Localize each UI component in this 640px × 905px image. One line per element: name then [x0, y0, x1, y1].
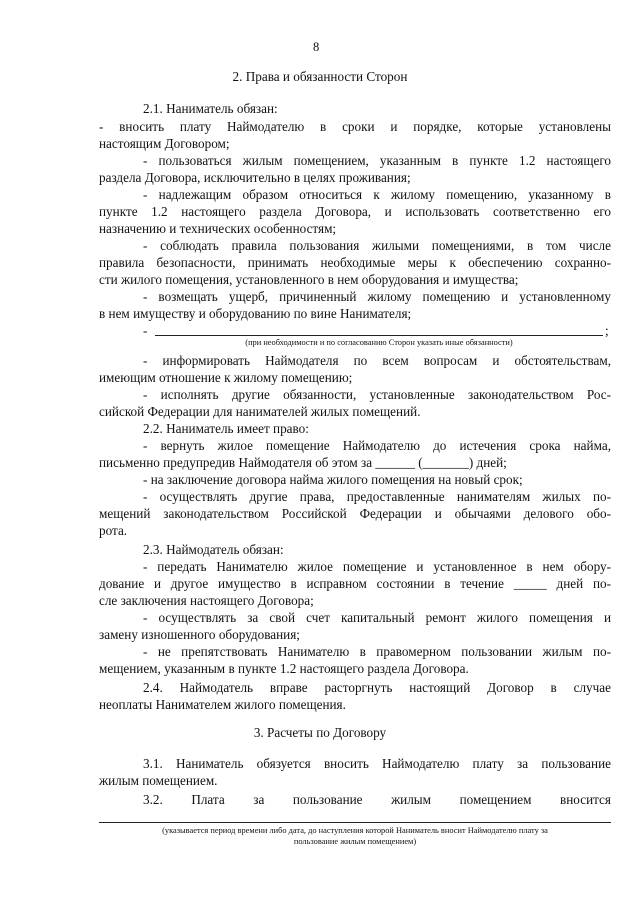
clause-2-3-heading: 2.3. Наймодатель обязан:	[143, 542, 284, 557]
clause-3-2-word: 3.2.	[143, 792, 163, 807]
clause-2-3-line: замену изношенного оборудования;	[99, 627, 300, 642]
clause-3-1-line: жилым помещением.	[99, 773, 218, 788]
clause-2-1-line: в нем имуществу и оборудованию по вине Нанимателя;	[99, 306, 412, 321]
clause-2-1-line: пункте 1.2 настоящего раздела Договора, и использовать соответственно его	[99, 204, 611, 219]
clause-2-3-line: - осуществлять за свой счет капитальный ремонт жилого помещения и	[143, 610, 611, 625]
clause-2-2-line: - осуществлять другие права, предоставленные нанимателям жилых по-	[143, 489, 611, 504]
clause-2-1-heading: 2.1. Наниматель обязан:	[143, 101, 278, 116]
clause-2-3-line: сле заключения настоящего Договора;	[99, 593, 314, 608]
clause-2-1-line: раздела Договора, исключительно в целях проживания;	[99, 170, 411, 185]
clause-3-2-word: помещением	[459, 792, 532, 807]
clause-2-3-line: мещением, указанным в пункте 1.2 настоящего раздела Договора.	[99, 661, 469, 676]
clause-3-2-word: за	[253, 792, 265, 807]
clause-2-1-line: - пользоваться жилым помещением, указанным в пункте 1.2 настоящего	[143, 153, 611, 168]
blank-obligation-dash: -	[143, 323, 148, 338]
clause-2-1-line: - соблюдать правила пользования жилыми помещениями, в том числе	[143, 238, 611, 253]
clause-2-1-line: сийской Федерации для нанимателей жилых помещений.	[99, 404, 421, 419]
clause-2-2-line: - вернуть жилое помещение Наймодателю до истечения срока найма,	[143, 438, 611, 453]
clause-2-3-line: - не препятствовать Нанимателю в правомерном пользовании жилым по-	[143, 644, 611, 659]
clause-3-2-word: жилым	[391, 792, 432, 807]
payment-period-blank-line	[99, 822, 611, 823]
clause-2-1-line: - возмещать ущерб, причиненный жилому помещению и установленному	[143, 289, 611, 304]
clause-2-4-line: неоплаты Нанимателем жилого помещения.	[99, 697, 346, 712]
clause-2-1-line: - исполнять другие обязанности, установленные законодательством Рос-	[143, 387, 611, 402]
clause-3-2-word: вносится	[560, 792, 611, 807]
clause-2-1-line: имеющим отношение к жилому помещению;	[99, 370, 353, 385]
clause-2-2-line: мещений законодательством Российской Федерации и обычаями делового обо-	[99, 506, 611, 521]
section-2-title: 2. Права и обязанности Сторон	[232, 69, 408, 84]
clause-2-2-heading: 2.2. Наниматель имеет право:	[143, 421, 309, 436]
clause-3-2-word: пользование	[292, 792, 363, 807]
clause-2-4-line: 2.4. Наймодатель вправе расторгнуть настоящий Договор в случае	[143, 680, 611, 695]
clause-2-1-line: правила безопасности, принимать необходимые меры к обеспечению сохранно-	[99, 255, 611, 270]
payment-period-footnote: пользование жилым помещением)	[293, 837, 417, 846]
page-number: 8	[313, 40, 320, 54]
payment-period-footnote: (указывается период времени либо дата, до наступления которой Наниматель вносит Наймодателю плату за	[162, 826, 548, 835]
clause-2-2-line: - на заключение договора найма жилого помещения на новый срок;	[143, 472, 523, 487]
clause-2-1-line: - надлежащим образом относиться к жилому помещению, указанному в	[143, 187, 611, 202]
clause-2-3-line: - передать Нанимателю жилое помещение и установленное в нем обору-	[143, 559, 611, 574]
clause-2-1-line: сти жилого помещения, установленного в нем оборудования и имущества;	[99, 272, 519, 287]
blank-obligation-end: ;	[605, 323, 609, 338]
clause-2-1-line: - информировать Наймодателя по всем вопросам и обстоятельствам,	[143, 353, 611, 368]
clause-2-2-line: письменно предупредив Наймодателя об этом за ______ (_______) дней;	[99, 455, 507, 470]
clause-2-1-line: - вносить плату Наймодателю в сроки и порядке, которые установлены	[99, 119, 611, 134]
blank-obligation-line	[155, 335, 603, 336]
clause-3-2-word: Плата	[191, 792, 225, 807]
clause-3-1-line: 3.1. Наниматель обязуется вносить Наймодателю плату за пользование	[143, 756, 611, 771]
clause-2-3-line: дование и другое имущество в исправном состоянии в течение _____ дней по-	[99, 576, 611, 591]
clause-2-1-line: настоящим Договором;	[99, 136, 230, 151]
section-3-title: 3. Расчеты по Договору	[253, 725, 387, 740]
clause-3-2-line	[143, 791, 611, 808]
blank-obligation-note: (при необходимости и по согласованию Сторон указать иные обязанности)	[245, 338, 513, 347]
clause-2-1-line: назначению и технических особенностям;	[99, 221, 337, 236]
clause-2-2-line: рота.	[99, 523, 128, 538]
